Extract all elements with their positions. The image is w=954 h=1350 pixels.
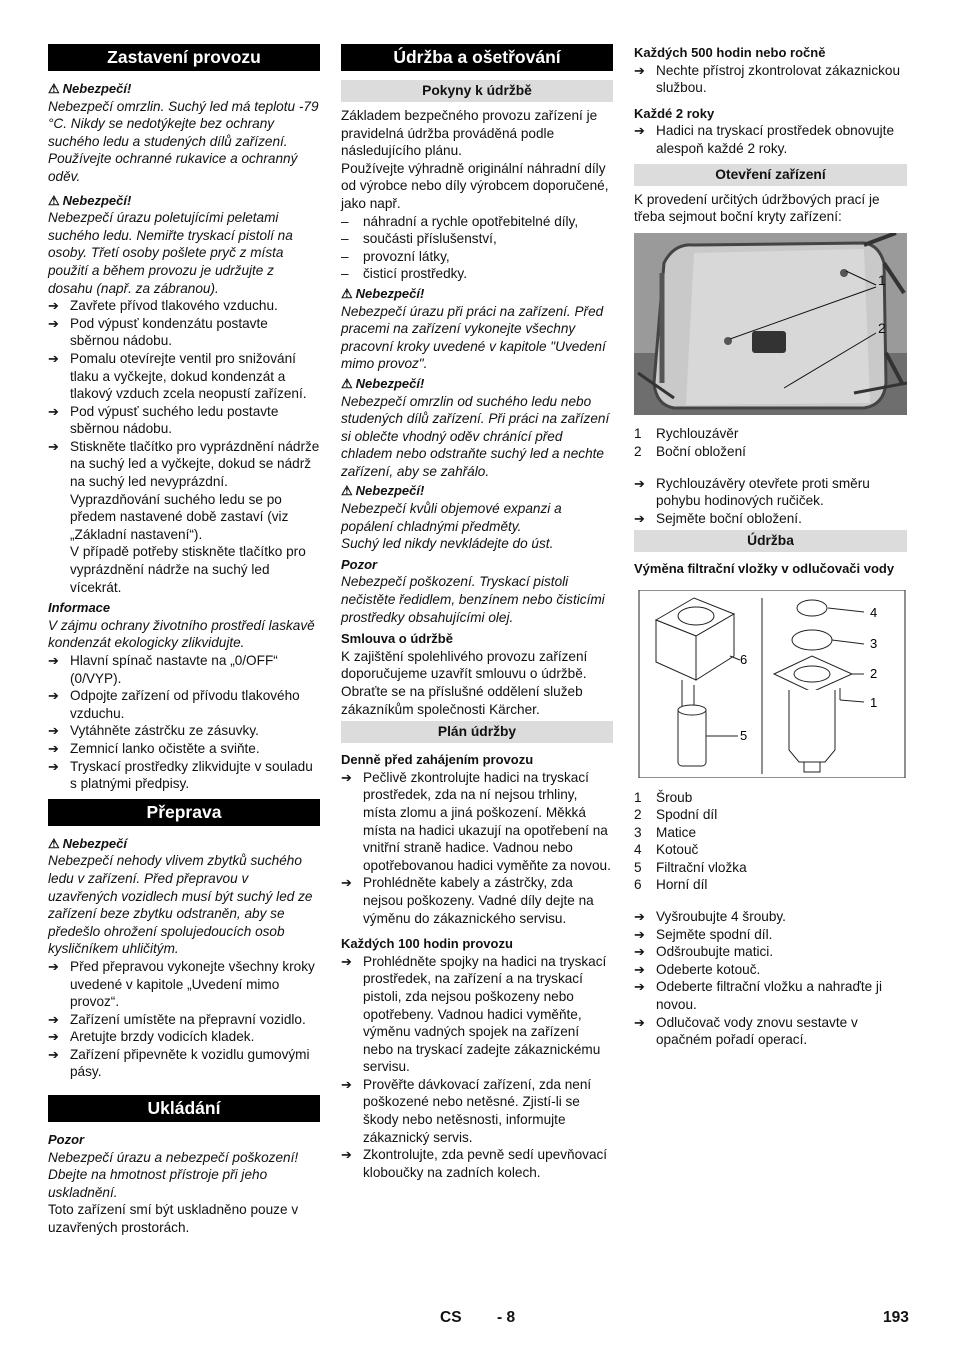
warning-icon: ⚠ bbox=[48, 192, 60, 208]
filter-title: Výměna filtrační vložky v odlučovači vody bbox=[634, 561, 895, 577]
warning-icon: ⚠ bbox=[341, 483, 353, 499]
step: ➔ Zařízení připevněte k vozidlu gumovými pásy. bbox=[48, 1046, 310, 1080]
step: ➔ Stiskněte tlačítko pro vyprázdnění nádrže na suchý led a vyčkejte, dokud se nádrž na suchý led nevyprázdní. bbox=[48, 438, 320, 490]
step: ➔ Vyšroubujte 4 šrouby. bbox=[634, 909, 786, 925]
arrow-icon: ➔ bbox=[634, 926, 645, 942]
diagram-callout: 6 bbox=[740, 651, 748, 667]
arrow-icon: ➔ bbox=[341, 875, 352, 891]
info-label: Informace bbox=[48, 600, 111, 616]
footer-page-total: 193 bbox=[883, 1309, 909, 1326]
column-1 bbox=[48, 44, 320, 1237]
interval-title: Každé 2 roky bbox=[634, 105, 715, 121]
interval-title: Každých 100 hodin provozu bbox=[341, 936, 513, 952]
list-item: – čisticí prostředky. bbox=[341, 266, 467, 282]
warning-icon: ⚠ bbox=[341, 375, 353, 391]
warning-text: Suchý led nikdy nevkládejte do úst. bbox=[341, 536, 554, 552]
arrow-icon: ➔ bbox=[634, 62, 645, 78]
step: ➔ Aretujte brzdy vodicích kladek. bbox=[48, 1029, 255, 1045]
heading-stop: Zastavení provozu bbox=[48, 44, 320, 71]
step: ➔ Odlučovač vody znovu sestavte v opačném pořadí operací. bbox=[634, 1014, 858, 1048]
device-side-photo bbox=[634, 233, 907, 415]
legend-item: 5 Filtrační vložka bbox=[634, 859, 747, 875]
arrow-icon: ➔ bbox=[634, 909, 645, 925]
arrow-icon: ➔ bbox=[634, 944, 645, 960]
step: ➔ Před přepravou vykonejte všechny kroky uvedené v kapitole „Uvedení mimo provoz“. bbox=[48, 958, 315, 1010]
heading-transport: Přeprava bbox=[48, 799, 320, 826]
step-note: V případě potřeby stiskněte tlačítko pro vyprázdnění nádrže na suchý led vícekrát. bbox=[70, 544, 306, 595]
subheading-plan: Plán údržby bbox=[341, 721, 613, 743]
warning-text: Nebezpečí kvůli objemové expanzi a popálení chladnými předměty. bbox=[341, 501, 562, 534]
arrow-icon: ➔ bbox=[634, 123, 645, 139]
caution-label: Pozor bbox=[48, 1132, 85, 1148]
legend-item: 4 Kotouč bbox=[634, 842, 699, 858]
arrow-icon: ➔ bbox=[634, 1014, 645, 1030]
arrow-icon: ➔ bbox=[634, 475, 645, 491]
subheading-open: Otevření zařízení bbox=[634, 164, 907, 186]
diagram-callout: 1 bbox=[870, 694, 878, 710]
warning-text: Nebezpečí omrzlin. Suchý led má teplotu -79 °C. Nikdy se nedotýkejte bez ochrany suchého ledu a studených dílů zařízení. Používejte ochranné rukavice a ochranný oděv. bbox=[48, 98, 319, 184]
contract-text: K zajištění spolehlivého provozu zařízení doporučujeme uzavřít smlouvu o údržbě. Obraťte se na příslušné oddělení služeb zákazníkům společnosti Kärcher. bbox=[341, 648, 588, 717]
warning-label: ⚠ Nebezpečí! bbox=[48, 192, 132, 208]
arrow-icon: ➔ bbox=[48, 723, 59, 739]
legend-item: 2 Boční obložení bbox=[634, 443, 746, 459]
column-3 bbox=[634, 44, 907, 1049]
step: ➔ Zařízení umístěte na přepravní vozidlo. bbox=[48, 1011, 306, 1027]
caution-label: Pozor bbox=[341, 556, 378, 572]
interval-title: Každých 500 hodin nebo ročně bbox=[634, 45, 826, 60]
step: ➔ Pečlivě zkontrolujte hadici na tryskací prostředek, zda na ní nejsou trhliny, místa zlomu a jiná poškození. Měkká místa na hadici ukazují na opotřebení na vnitřní straně hadice. Vadnou nebo opotřebovanou hadici vyměňte za novou. bbox=[341, 769, 611, 873]
diagram-callout: 4 bbox=[870, 604, 878, 620]
step-note: Vyprazdňování suchého ledu se po předem nastavené době zastaví (viz „Základní nastavení“). bbox=[70, 491, 289, 542]
arrow-icon: ➔ bbox=[48, 298, 59, 314]
arrow-icon: ➔ bbox=[48, 1011, 59, 1027]
paragraph: K provedení určitých údržbových prací je třeba sejmout boční kryty zařízení: bbox=[634, 191, 880, 225]
warning-label: ⚠ Nebezpečí! bbox=[341, 285, 425, 301]
interval-title: Denně před zahájením provozu bbox=[341, 752, 534, 768]
arrow-icon: ➔ bbox=[48, 653, 59, 668]
legend-item: 2 Spodní díl bbox=[634, 807, 718, 823]
arrow-icon: ➔ bbox=[48, 740, 59, 756]
subheading-notes: Pokyny k údržbě bbox=[341, 80, 613, 102]
warning-icon: ⚠ bbox=[48, 81, 60, 96]
step: ➔ Prohlédněte kabely a zástrčky, zda nejsou poškozeny. Vadné díly dejte na výměnu do zákaznického servisu. bbox=[341, 875, 594, 926]
step: ➔ Zkontrolujte, zda pevně sedí upevňovací kloboučky na zadních kolech. bbox=[341, 1147, 608, 1180]
diagram-callout: 3 bbox=[870, 635, 878, 651]
paragraph: Používejte výhradně originální náhradní díly od výrobce nebo díly výrobcem doporučené, jako např. bbox=[341, 160, 609, 211]
legend-item: 6 Horní díl bbox=[634, 877, 708, 893]
step: ➔ Zemnicí lanko očistěte a sviňte. bbox=[48, 740, 260, 756]
storage-text: Toto zařízení smí být uskladněno pouze v uzavřených prostorách. bbox=[48, 1202, 299, 1236]
warning-label: ⚠ Nebezpečí! bbox=[48, 81, 132, 96]
arrow-icon: ➔ bbox=[341, 1147, 352, 1163]
step: ➔ Odeberte filtrační vložku a nahraďte ji novou. bbox=[634, 979, 882, 1013]
arrow-icon: ➔ bbox=[48, 315, 59, 331]
arrow-icon: ➔ bbox=[341, 769, 352, 785]
step: ➔ Pomalu otevírejte ventil pro snižování tlaku a vyčkejte, dokud kondenzát a tlakový vzduch zcela neopustí zařízení. bbox=[48, 350, 307, 402]
step: ➔ Tryskací prostředky zlikvidujte v souladu s platnými předpisy. bbox=[48, 758, 313, 792]
heading-maintenance-care: Údržba a ošetřování bbox=[341, 44, 613, 71]
legend-item: 3 Matice bbox=[634, 824, 697, 840]
arrow-icon: ➔ bbox=[48, 403, 59, 419]
step: ➔ Vytáhněte zástrčku ze zásuvky. bbox=[48, 723, 259, 739]
warning-label: ⚠ Nebezpečí! bbox=[341, 375, 425, 391]
warning-text: Nebezpečí nehody vlivem zbytků suchého ledu v zařízení. Před přepravou v uzavřených vozidlech musí být suchý led ze zařízení beze zbytku odstraněn, aby se předešlo ohrožení spolujedoucích osob kysličníkem uhličitým. bbox=[48, 853, 313, 957]
step: ➔ Pod výpusť kondenzátu postavte sběrnou nádobu. bbox=[48, 315, 268, 349]
warning-text: Nebezpečí úrazu při práci na zařízení. Před pracemi na zařízení vykonejte všechny pracovní kroky uvedené v kapitole "Uvedení mimo provoz". bbox=[341, 303, 606, 372]
step: ➔ Odpojte zařízení od přívodu tlakového vzduchu. bbox=[48, 688, 300, 721]
water-separator-diagram bbox=[634, 590, 907, 778]
arrow-icon: ➔ bbox=[341, 953, 352, 969]
step: ➔ Rychlouzávěry otevřete proti směru pohybu hodinových ručiček. bbox=[634, 475, 870, 509]
heading-storage: Ukládání bbox=[48, 1095, 320, 1122]
warning-text: Nebezpečí úrazu poletujícími peletami suchého ledu. Nemiřte tryskací pistolí na osoby. Třetí osoby pošlete pryč z místa použití a během provozu je udržujte z dosahu (např. za zábranou). bbox=[48, 210, 293, 296]
list-item: – náhradní a rychle opotřebitelné díly, bbox=[341, 213, 579, 229]
column-2 bbox=[341, 44, 613, 1181]
step: ➔ Sejměte boční obložení. bbox=[634, 510, 802, 526]
photo-callout: 2 bbox=[878, 319, 886, 336]
step: ➔ Odšroubujte matici. bbox=[634, 944, 774, 960]
step: ➔ Prohlédněte spojky na hadici na tryskací prostředek, na zařízení a na tryskací pistoli, zda nejsou poškozeny nebo opotřebeny. Vadnou hadici vyměňte, výměnu vadných spojek na zařízení nebo na tryskací zadejte zákaznickému servisu. bbox=[341, 953, 607, 1075]
warning-icon: ⚠ bbox=[48, 835, 60, 851]
step: ➔ Nechte přístroj zkontrolovat zákaznickou službou. bbox=[634, 62, 901, 96]
step: ➔ Zavřete přívod tlakového vzduchu. bbox=[48, 298, 278, 314]
caution-text: Nebezpečí úrazu a nebezpečí poškození! Dbejte na hmotnost přístroje při jeho uskladnění. bbox=[48, 1149, 299, 1200]
arrow-icon: ➔ bbox=[48, 350, 59, 366]
arrow-icon: ➔ bbox=[48, 1046, 59, 1062]
arrow-icon: ➔ bbox=[48, 438, 59, 454]
photo-callout: 1 bbox=[878, 271, 886, 288]
arrow-icon: ➔ bbox=[48, 1029, 59, 1045]
legend-item: 1 Šroub bbox=[634, 789, 693, 805]
legend-item: 1 Rychlouzávěr bbox=[634, 426, 739, 442]
step: ➔ Sejměte spodní díl. bbox=[634, 926, 773, 942]
subheading-maintenance: Údržba bbox=[634, 530, 907, 552]
caution-text: Nebezpečí poškození. Tryskací pistoli nečistěte ředidlem, benzínem nebo čisticími prostředky obsahujícími olej. bbox=[341, 574, 605, 625]
paragraph: Základem bezpečného provozu zařízení je pravidelná údržba prováděná podle následujícího plánu. bbox=[341, 108, 598, 159]
diagram-callout: 2 bbox=[870, 665, 878, 681]
step: ➔ Prověřte dávkovací zařízení, zda není poškozené nebo netěsné. Zjistí-li se škody nebo netěsnosti, informujte zákaznický servis. bbox=[341, 1076, 592, 1145]
arrow-icon: ➔ bbox=[634, 979, 645, 995]
warning-label: ⚠ Nebezpečí! bbox=[341, 483, 425, 499]
arrow-icon: ➔ bbox=[48, 688, 59, 704]
arrow-icon: ➔ bbox=[48, 958, 59, 974]
diagram-callout: 5 bbox=[740, 727, 748, 743]
warning-icon: ⚠ bbox=[341, 285, 353, 301]
step: ➔ Pod výpusť suchého ledu postavte sběrnou nádobu. bbox=[48, 403, 279, 437]
step: ➔ Hlavní spínač nastavte na „0/OFF“ (0/VYP). bbox=[48, 653, 278, 686]
footer-page-local: - 8 bbox=[497, 1309, 516, 1326]
list-item: – provozní látky, bbox=[341, 248, 450, 264]
arrow-icon: ➔ bbox=[341, 1076, 352, 1092]
info-text: V zájmu ochrany životního prostředí laskavě kondenzát ekologicky zlikvidujte. bbox=[48, 617, 315, 651]
step: ➔ Odeberte kotouč. bbox=[634, 961, 761, 977]
arrow-icon: ➔ bbox=[634, 510, 645, 526]
arrow-icon: ➔ bbox=[48, 758, 59, 774]
arrow-icon: ➔ bbox=[634, 961, 645, 977]
contract-title: Smlouva o údržbě bbox=[341, 631, 453, 647]
warning-label: ⚠ Nebezpečí bbox=[48, 835, 127, 851]
warning-text: Nebezpečí omrzlin od suchého ledu nebo studených dílů zařízení. Při práci na zařízení si oblečte vhodný oděv chránící před chladem nebo odstraňte suchý led a nechte zařízení, aby se zahřálo. bbox=[341, 393, 610, 479]
list-item: – součásti příslušenství, bbox=[341, 231, 497, 247]
footer-lang: CS bbox=[440, 1309, 462, 1326]
step: ➔ Hadici na tryskací prostředek obnovujte alespoň každé 2 roky. bbox=[634, 123, 895, 156]
